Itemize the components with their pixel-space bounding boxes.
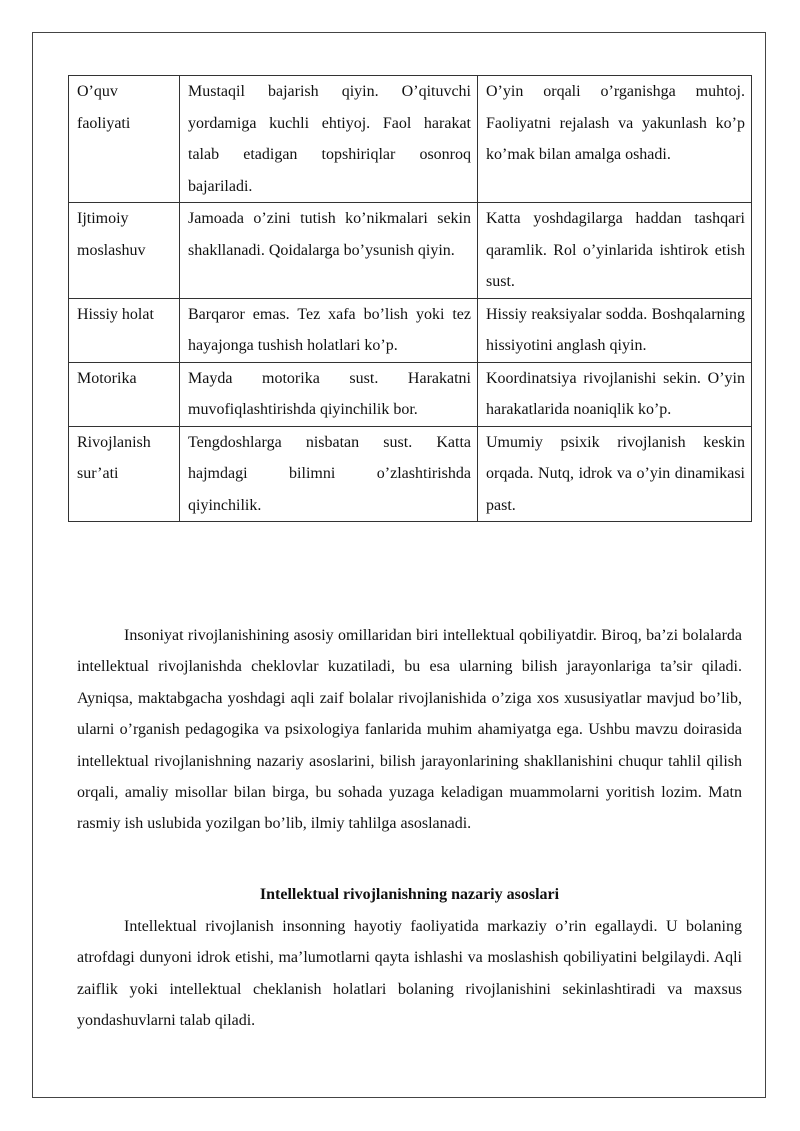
table-cell: Hissiy reaksiyalar sodda. Boshqalarning hissiyotini anglash qiyin.: [478, 298, 752, 362]
table-cell-aspect: Ijtimoiy moslashuv: [69, 203, 180, 299]
table-cell: O’yin orqali o’rganishga muhtoj. Faoliyatni rejalash va yakunlash ko’p ko’mak bilan amalga oshadi.: [478, 76, 752, 203]
table-cell: Jamoada o’zini tutish ko’nikmalari sekin shakllanadi. Qoidalarga bo’ysunish qiyin.: [180, 203, 478, 299]
table-row: [69, 203, 752, 299]
table-cell: Barqaror emas. Tez xafa bo’lish yoki tez hayajonga tushish holatlari ko’p.: [180, 298, 478, 362]
table-cell-aspect: Motorika: [69, 362, 180, 426]
section-heading: Intellektual rivojlanishning nazariy asoslari: [259, 886, 560, 903]
table-cell: Katta yoshdagilarga haddan tashqari qaramlik. Rol o’yinlarida ishtirok etish sust.: [478, 203, 752, 299]
table-row: [69, 362, 752, 426]
comparison-table: [68, 75, 752, 522]
table-cell: Umumiy psixik rivojlanish keskin orqada. Nutq, idrok va o’yin dinamikasi past.: [478, 426, 752, 522]
table-cell: Koordinatsiya rivojlanishi sekin. O’yin harakatlarida noaniqlik ko’p.: [478, 362, 752, 426]
body-paragraph: [77, 911, 742, 1037]
intro-paragraph-text: Insoniyat rivojlanishining asosiy omillaridan biri intellektual qobiliyatdir. Biroq, ba’zi bolalarda intellektual rivojlanishda cheklovlar kuzatiladi, bu esa ularning bilish jarayonlariga ta’sir qiladi. Ayniqsa, maktabgacha yoshdagi aqli zaif bolalar rivojlanishida o’ziga xos xususiyatlar mavjud bo’lib, ularni o’rganish pedagogika va psixologiya fanlarida muhim ahamiyatga ega. Ushbu mavzu doirasida intellektual rivojlanishning nazariy asoslarini, bilish jarayonlarining shakllanishini chuqur tahlil qilish orqali, amaliy misollar bilan birga, bu sohada yuzaga keladigan muammolarni yoritish lozim. Matn rasmiy ish uslubida yozilgan bo’lib, ilmiy tahlilga asoslanadi.: [77, 627, 742, 833]
table-row: [69, 298, 752, 362]
table-cell-aspect: O’quv faoliyati: [69, 76, 180, 203]
intro-paragraph: [77, 620, 742, 840]
table-row: [69, 426, 752, 522]
body-paragraph-text: Intellektual rivojlanish insonning hayotiy faoliyatida markaziy o’rin egallaydi. U bolaning atrofdagi dunyoni idrok etishi, ma’lumotlarni qayta ishlashi va moslashish qobiliyatini belgilaydi. Aqli zaiflik yoki intellektual cheklanish holatlari bolaning rivojlanishini sekinlashtiradi va maxsus yondashuvlarni talab qiladi.: [77, 918, 742, 1030]
table-cell: Mustaqil bajarish qiyin. O’qituvchi yordamiga kuchli ehtiyoj. Faol harakat talab etadigan topshiriqlar osonroq bajariladi.: [180, 76, 478, 203]
table-row: [69, 76, 752, 203]
table-cell: Tengdoshlarga nisbatan sust. Katta hajmdagi bilimni o’zlashtirishda qiyinchilik.: [180, 426, 478, 522]
table-cell-aspect: Rivojlanish sur’ati: [69, 426, 180, 522]
table-cell-aspect: Hissiy holat: [69, 298, 180, 362]
table-cell: Mayda motorika sust. Harakatni muvofiqlashtirishda qiyinchilik bor.: [180, 362, 478, 426]
